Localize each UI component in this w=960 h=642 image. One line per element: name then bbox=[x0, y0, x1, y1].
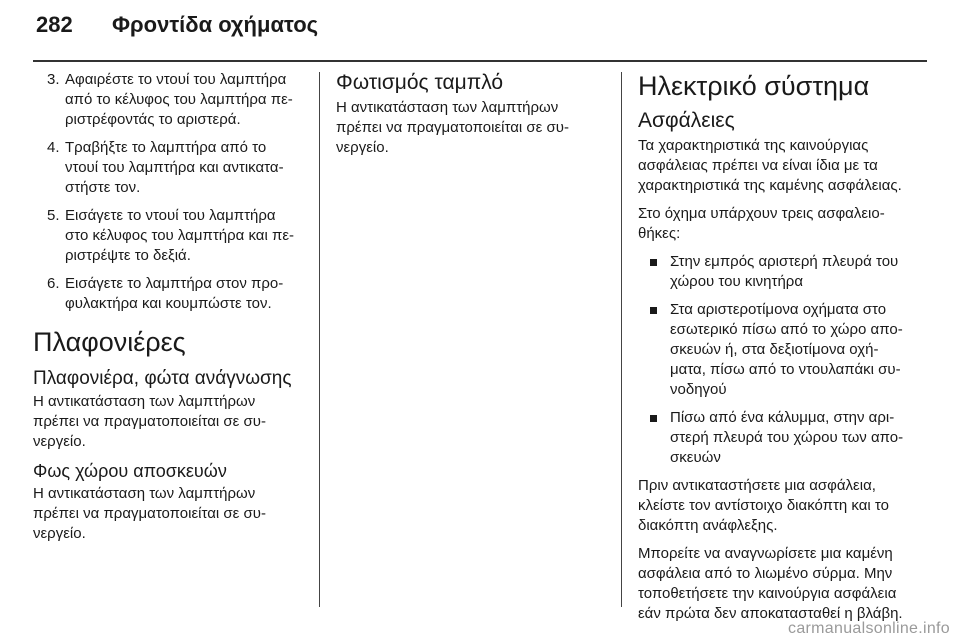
fuse-box-list bbox=[638, 252, 906, 468]
step-text: Αφαιρέστε το ντουί του λαμπτήρα από το κέλυφος του λαμπτήρα περιστρέφοντάς το αριστερά. bbox=[65, 71, 293, 128]
section-title-lamps: Πλαφονιέρες bbox=[33, 327, 186, 357]
section-title-electrical-system: Ηλεκτρικό σύστημα bbox=[638, 71, 870, 101]
boot-light-text: Η αντικατάσταση των λαμπτήρων πρέπει να πραγματοποιείται σε συνεργείο. bbox=[33, 485, 266, 542]
steps-list bbox=[33, 70, 303, 314]
fuses-paragraph-1: Τα χαρακτηριστικά της καινούργιας ασφάλειας πρέπει να είναι ίδια με τα χαρακτηριστικά της καμένης ασφάλειας. bbox=[638, 137, 902, 194]
column-divider bbox=[319, 72, 320, 607]
step-item bbox=[33, 70, 303, 130]
step-text: Εισάγετε το λαμπτήρα στον προφυλακτήρα και κουμπώστε τον. bbox=[65, 275, 284, 312]
step-item bbox=[33, 206, 303, 266]
page-header bbox=[36, 12, 318, 38]
page-header-title: Φροντίδα οχήματος bbox=[112, 12, 319, 37]
step-number: 5. bbox=[47, 207, 60, 224]
step-text: Τραβήξτε το λαμπτήρα από το ντουί του λαμπτήρα και αντικαταστήστε τον. bbox=[65, 139, 284, 196]
bullet-text: Πίσω από ένα κάλυμμα, στην αριστερή πλευρά του χώρου των αποσκευών bbox=[670, 409, 904, 466]
section-title-dashboard-lighting: Φωτισμός ταμπλό bbox=[336, 71, 504, 94]
list-item bbox=[638, 252, 906, 292]
subsection-title-reading-lights: Πλαφονιέρα, φώτα ανάγνωσης bbox=[33, 368, 292, 389]
column-2 bbox=[336, 70, 606, 166]
bullet-square-icon bbox=[650, 307, 657, 314]
step-number: 6. bbox=[47, 275, 60, 292]
step-number: 4. bbox=[47, 139, 60, 156]
bullet-square-icon bbox=[650, 259, 657, 266]
step-text: Εισάγετε το ντουί του λαμπτήρα στο κέλυφος του λαμπτήρα και περιστρέψτε το δεξιά. bbox=[65, 207, 295, 264]
reading-lights-text: Η αντικατάσταση των λαμπτήρων πρέπει να πραγματοποιείται σε συνεργείο. bbox=[33, 393, 266, 450]
bullet-text: Στα αριστεροτίμονα οχήματα στο εσωτερικό πίσω από το χώρο αποσκευών ή, στα δεξιοτίμονα οχήματα, πίσω από το ντουλαπάκι συνοδηγού bbox=[670, 301, 903, 398]
column-1 bbox=[33, 70, 303, 552]
list-item bbox=[638, 408, 906, 468]
column-divider bbox=[621, 72, 622, 607]
bullet-square-icon bbox=[650, 415, 657, 422]
bullet-text: Στην εμπρός αριστερή πλευρά του χώρου του κινητήρα bbox=[670, 253, 899, 290]
step-item bbox=[33, 138, 303, 198]
subsection-title-fuses: Ασφάλειες bbox=[638, 109, 735, 132]
watermark: carmanualsonline.info bbox=[788, 620, 950, 637]
dashboard-lighting-text: Η αντικατάσταση των λαμπτήρων πρέπει να πραγματοποιείται σε συνεργείο. bbox=[336, 99, 569, 156]
list-item bbox=[638, 300, 906, 400]
fuses-paragraph-2: Στο όχημα υπάρχουν τρεις ασφαλειοθήκες: bbox=[638, 205, 885, 242]
subsection-title-boot-light: Φως χώρου αποσκευών bbox=[33, 461, 227, 481]
page-number: 282 bbox=[36, 12, 73, 37]
step-number: 3. bbox=[47, 71, 60, 88]
header-rule bbox=[33, 60, 927, 62]
fuses-paragraph-3: Πριν αντικαταστήσετε μια ασφάλεια, κλείστε τον αντίστοιχο διακόπτη και το διακόπτη ανάφλεξης. bbox=[638, 477, 889, 534]
fuses-paragraph-4: Μπορείτε να αναγνωρίσετε μια καμένη ασφάλεια από το λιωμένο σύρμα. Μην τοποθετήσετε την καινούργια ασφάλεια εάν πρώτα δεν αποκατασταθεί η βλάβη. bbox=[638, 545, 903, 622]
column-3 bbox=[638, 70, 906, 632]
step-item bbox=[33, 274, 303, 314]
